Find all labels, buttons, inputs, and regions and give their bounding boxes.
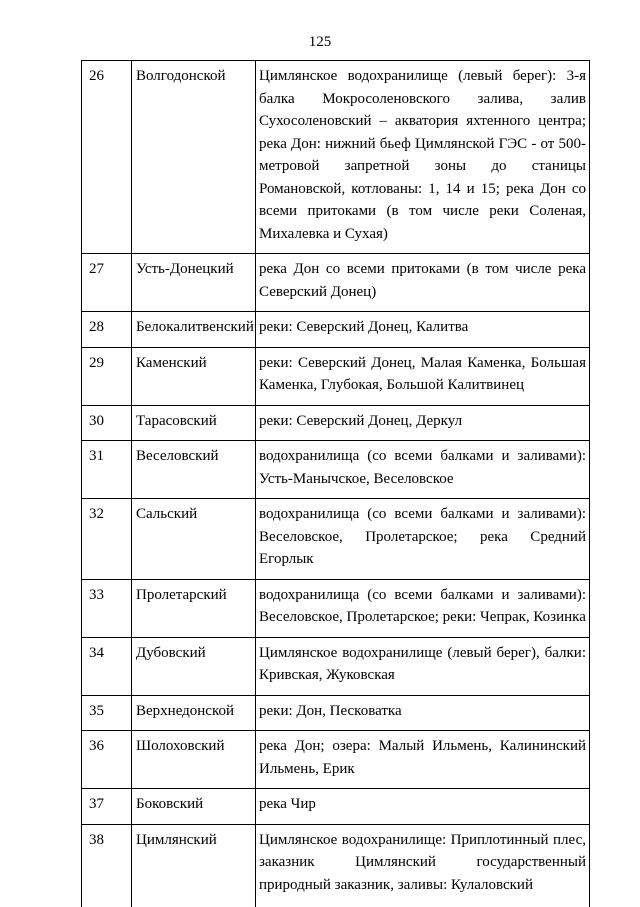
row-number: 29 <box>82 347 132 405</box>
water-bodies-description: Цимлянское водохранилище (левый берег), балки: Кривская, Жуковская <box>256 637 590 695</box>
water-bodies-description: Цимлянское водохранилище: Приплотинный плес, заказник Цимлянский государственный природный заказник, заливы: Кулаловский <box>256 824 590 907</box>
table-row <box>82 405 590 441</box>
district-name: Сальский <box>132 499 256 580</box>
row-number: 30 <box>82 405 132 441</box>
water-bodies-description: водохранилища (со всеми балками и заливами): Усть-Манычское, Веселовское <box>256 441 590 499</box>
water-bodies-description: реки: Северский Донец, Малая Каменка, Большая Каменка, Глубокая, Большой Калитвинец <box>256 347 590 405</box>
table-row <box>82 579 590 637</box>
district-name: Боковский <box>132 789 256 825</box>
row-number: 32 <box>82 499 132 580</box>
table-row <box>82 695 590 731</box>
row-number: 37 <box>82 789 132 825</box>
row-number: 31 <box>82 441 132 499</box>
water-bodies-description: Цимлянское водохранилище (левый берег): 3-я балка Мокросоленовского залива, залив Сухосоленовский – акватория яхтенного центра; река Дон: нижний бьеф Цимлянской ГЭС - от 500-метровой запретной зоны до станицы Романовской, котлованы: 1, 14 и 15; река Дон со всеми притоками (в том числе реки Соленая, Михалевка и Сухая) <box>256 61 590 254</box>
row-number: 36 <box>82 731 132 789</box>
row-number: 27 <box>82 254 132 312</box>
water-bodies-description: водохранилища (со всеми балками и заливами): Веселовское, Пролетарское; река Средний Егорлык <box>256 499 590 580</box>
row-number: 28 <box>82 312 132 348</box>
district-name: Шолоховский <box>132 731 256 789</box>
district-name: Верхнедонской <box>132 695 256 731</box>
table-row <box>82 61 590 254</box>
district-name: Белокалитвенский <box>132 312 256 348</box>
table-row <box>82 441 590 499</box>
water-bodies-description: река Дон со всеми притоками (в том числе река Северский Донец) <box>256 254 590 312</box>
row-number: 35 <box>82 695 132 731</box>
district-name: Каменский <box>132 347 256 405</box>
district-name: Волгодонской <box>132 61 256 254</box>
row-number: 33 <box>82 579 132 637</box>
district-name: Пролетарский <box>132 579 256 637</box>
water-bodies-description: водохранилища (со всеми балками и заливами): Веселовское, Пролетарское; реки: Чепрак, Козинка <box>256 579 590 637</box>
row-number: 26 <box>82 61 132 254</box>
table-row <box>82 731 590 789</box>
table-row <box>82 312 590 348</box>
district-name: Дубовский <box>132 637 256 695</box>
table-row <box>82 499 590 580</box>
districts-water-bodies-table <box>81 60 590 907</box>
page-number: 125 <box>308 34 332 50</box>
table-row <box>82 637 590 695</box>
row-number: 38 <box>82 824 132 907</box>
water-bodies-description: реки: Дон, Песковатка <box>256 695 590 731</box>
row-number: 34 <box>82 637 132 695</box>
table-row <box>82 347 590 405</box>
district-name: Цимлянский <box>132 824 256 907</box>
district-name: Веселовский <box>132 441 256 499</box>
water-bodies-description: река Дон; озера: Малый Ильмень, Калининский Ильмень, Ерик <box>256 731 590 789</box>
water-bodies-description: река Чир <box>256 789 590 825</box>
table-row <box>82 254 590 312</box>
table-row <box>82 789 590 825</box>
district-name: Тарасовский <box>132 405 256 441</box>
water-bodies-description: реки: Северский Донец, Деркул <box>256 405 590 441</box>
district-name: Усть-Донецкий <box>132 254 256 312</box>
water-bodies-description: реки: Северский Донец, Калитва <box>256 312 590 348</box>
table-row <box>82 824 590 907</box>
